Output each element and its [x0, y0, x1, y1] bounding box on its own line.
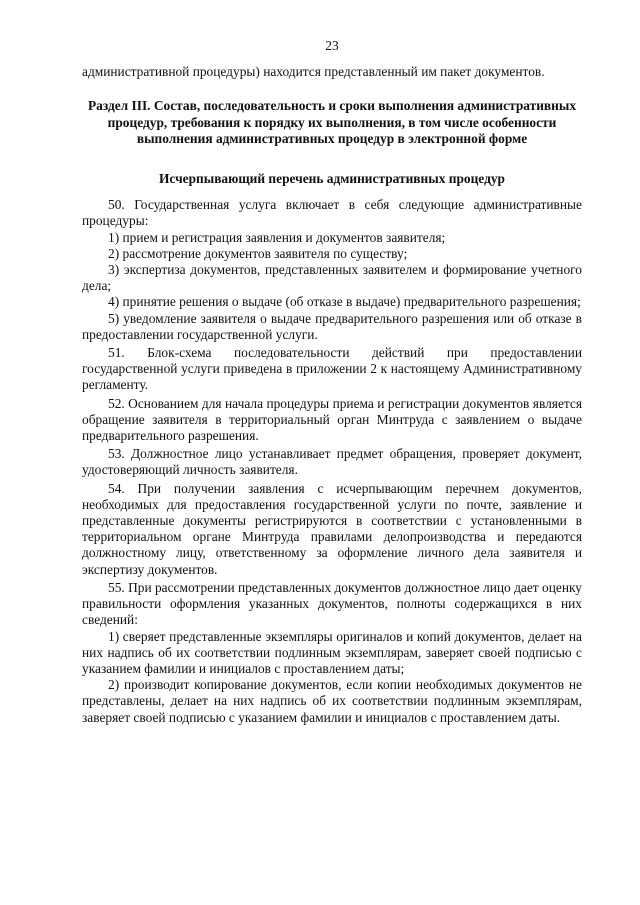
paragraph-55: 55. При рассмотрении представленных документов должностное лицо дает оценку правильности оформления указанных документов, полноты содержащихся в них сведений:: [82, 579, 582, 628]
list-item-3: 3) экспертиза документов, представленных заявителем и формирование учетного дела;: [82, 262, 582, 294]
paragraph-54: 54. При получении заявления с исчерпывающим перечнем документов, необходимых для предоставления государственной услуги по почте, заявление и представленные документы регистрируются в соответствии с установленными в территориальном органе Минтруда правилами делопроизводства и передаются должностному лицу, ответственному за оформление личного дела заявителя и экспертизу документов.: [82, 480, 582, 577]
page-number: 23: [325, 38, 339, 53]
subheading: Исчерпывающий перечень административных процедур: [158, 171, 505, 187]
list-item-1: 1) прием и регистрация заявления и документов заявителя;: [108, 229, 446, 245]
paragraph-51: 51. Блок-схема последовательности действий при предоставлении государственной услуги приведена в приложении 2 к настоящему Административному регламенту.: [82, 345, 582, 393]
continuation-text: административной процедуры) находится представленный им пакет документов.: [82, 64, 545, 80]
list-item-4: 4) принятие решения о выдаче (об отказе в выдаче) предварительного разрешения;: [108, 294, 581, 310]
list-item-55-1: 1) сверяет представленные экземпляры оригиналов и копий документов, делает на них надпись об их соответствии подлинным экземплярам, заверяет своей подписью с указанием фамилии и инициалов с проставлением даты;: [82, 628, 582, 676]
list-item-2: 2) рассмотрение документов заявителя по существу;: [108, 245, 408, 261]
paragraph-53: 53. Должностное лицо устанавливает предмет обращения, проверяет документ, удостоверяющий личность заявителя.: [82, 446, 582, 478]
paragraph-50: 50. Государственная услуга включает в себя следующие административные процедуры:: [82, 197, 582, 229]
list-item-55-2: 2) производит копирование документов, если копии необходимых документов не представлены, делает на них надпись об их соответствии подлинным экземплярам, заверяет своей подписью с указанием фамилии и инициалов с проставлением даты.: [82, 677, 582, 725]
section-heading: Раздел III. Состав, последовательность и сроки выполнения административных процедур, требования к порядку их выполнения, в том числе особенности выполнения административных процедур в электронной форме: [87, 98, 577, 146]
list-item-5: 5) уведомление заявителя о выдаче предварительного разрешения или об отказе в предоставлении государственной услуги.: [82, 310, 582, 342]
paragraph-52: 52. Основанием для начала процедуры приема и регистрации документов является обращение заявителя в территориальный орган Минтруда с заявлением о выдаче предварительного разрешения.: [82, 395, 582, 444]
